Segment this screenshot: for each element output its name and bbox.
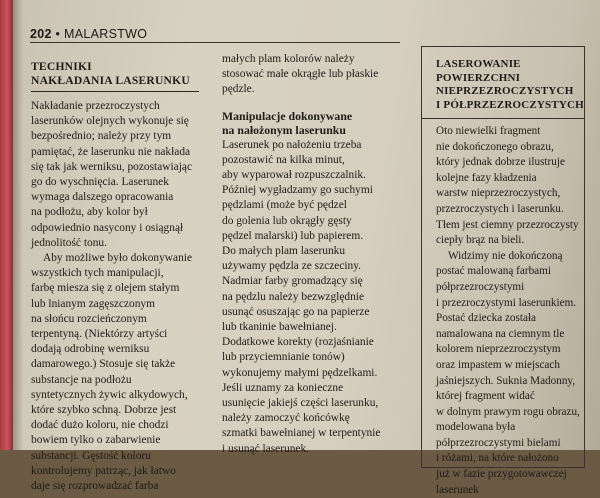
text-line: w dolnym prawym rogu obrazu, [436,405,580,418]
text-line: na podłożu, aby kolor był [31,206,148,219]
subheading-line: na nałożonym laserunku [222,123,346,138]
text-line: aby wyparował rozpuszczalnik. [222,169,366,182]
page-number: 202 [30,27,52,41]
text-line: się tak jak werniksu, pozostawiając [31,160,192,173]
text-line: Widzimy nie dokończoną [448,249,563,262]
text-line: dodać dużo koloru, nie chodzi [31,419,169,432]
text-line: Aby możliwe było dokonywanie [43,252,193,265]
text-line: kolejne fazy kładzenia [436,171,537,184]
text-line: wszystkich tych manipulacji, [31,267,164,280]
text-line: Laserunek po nałożeniu trzeba [222,138,362,151]
column-1 [31,60,209,494]
text-line: usunąć osuszając go na papierze [222,305,370,318]
text-line: małych plam kolorów należy [222,53,355,65]
sidebar-heading [436,58,584,112]
text-line: pędzle. [222,83,255,96]
text-line: warstw nieprzezroczystych, [436,187,561,200]
column-1-heading [31,60,209,88]
text-line: Tłem jest ciemny przezroczysty [436,218,579,231]
sidebar-heading-line: LASEROWANIE [436,58,521,70]
text-line: bezpośrednio; należy przy tym [31,130,172,143]
text-line: substancje na podłożu [31,373,132,386]
text-line: lub tkaninie bawełnianej. [222,321,337,334]
section-title: MALARSTWO [64,27,148,41]
text-line: terpentyną. (Niektórzy artyści [31,328,168,341]
text-line: przezroczystych i laserunku. [436,202,564,215]
text-line: substancji. Gęstość koloru [31,449,151,462]
text-line: laserunek [436,483,479,496]
text-line: stosować małe okrągłe lub płaskie [222,68,379,81]
column-2-intro [222,52,402,98]
text-line: Jeśli uznamy za konieczne [222,381,344,394]
text-line: pędzel malarski) lub papierem. [222,229,364,242]
text-line: syntetycznych żywic alkydowych, [31,388,188,401]
sidebar-heading-line: NIEPRZEZROCZYSTYCH [436,85,574,98]
text-line: używamy pędzla ze szczeciny. [222,260,362,273]
text-line: ciepły brąz na bieli. [436,234,525,247]
text-line: dodają odrobinę werniksu [31,343,150,356]
text-line: postać malowaną farbami [436,265,551,278]
text-line: szmatki bawełnianej w terpentynie [222,427,381,440]
text-line: Nakładanie przezroczystych [31,100,160,112]
header-rule [30,42,400,43]
text-line: której fragment widać [436,390,535,403]
text-line: i usunąć laserunek. [222,442,309,455]
heading-line: NAKŁADANIA LASERUNKU [31,74,190,87]
header-bullet: • [55,27,61,41]
gutter-shadow [13,0,23,450]
text-line: półprzezroczystymi [436,280,525,293]
subheading-line: Manipulacje dokonywane [222,108,353,123]
text-line: wymaga dalszego opracowania [31,191,174,204]
text-line: odpowiednio nasycony i osiągnął [31,221,184,234]
text-line: Dodatkowe korekty (rozjaśnianie [222,336,374,349]
text-line: i różami, na które nałożono [436,452,559,465]
text-line: na pędzlu należy bezwzględnie [222,290,364,303]
text-line: już w fazie przygotowawczej [436,468,567,481]
text-line: kontrolujemy patrząc, jak łatwo [31,464,176,477]
text-line: jaśniejszych. Suknia Madonny, [436,374,576,387]
text-line: Postać dziecka została [436,312,537,325]
text-line: który jednak dobrze ilustruje [436,156,565,169]
sidebar-body [436,124,580,498]
text-line: Do małych plam laserunku [222,245,346,258]
text-line: nie dokończonego obrazu, [436,140,554,153]
text-line: lub przyciemnianie tonów) [222,351,345,364]
column-2-body [222,138,402,457]
sidebar-heading-rule [421,118,584,119]
text-line: usunięcie jakiejś części laserunku, [222,397,379,410]
text-line: Później wygładzamy go suchymi [222,184,373,197]
text-line: do golenia lub okrągły gęsty [222,214,352,227]
text-line: modelowana była [436,421,516,434]
text-line: kolorem nieprzezroczystym [436,343,561,356]
text-line: Nadmiar farby gromadzący się [222,275,363,288]
text-line: jednolitość tonu. [31,236,107,249]
column-2 [222,52,402,457]
text-line: na słońcu rozcieńczonym [31,312,147,325]
sidebar-heading-line: POWIERZCHNI [436,71,521,84]
text-line: go do wyschnięcia. Laserunek [31,176,169,189]
heading-underline [31,91,199,92]
text-line: damarowego.) Stosuje się także [31,358,176,371]
text-line: Oto niewielki fragment [436,125,541,137]
text-line: wykonujemy małymi pędzelkami. [222,366,378,379]
text-line: lub lnianym zagęszczonym [31,297,155,310]
text-line: półprzezroczystymi bielami [436,436,561,449]
running-header [30,27,147,41]
text-line: należy zamoczyć końcówkę [222,412,350,425]
text-line: i przezroczystymi laserunkiem. [436,296,577,309]
text-line: które szybko schną. Dobrze jest [31,404,177,417]
column-1-body [31,99,209,494]
text-line: laserunków olejnych wykonuje się [31,115,189,128]
sidebar-heading-line: I PÓŁPRZEZROCZYSTYCH [436,98,584,111]
text-line: pędzlami (może być pędzel [222,199,347,212]
text-line: bowiem tylko o zabarwienie [31,434,161,447]
text-line: oraz impastem w miejscach [436,358,560,371]
red-book-spine [0,0,13,450]
text-line: farbę miesza się z olejem stałym [31,282,180,295]
text-line: namalowana na ciemnym tle [436,327,565,340]
text-line: pozostawić na kilka minut, [222,153,345,166]
column-2-subheading [222,109,402,138]
heading-line: TECHNIKI [31,60,92,73]
text-line: pamiętać, że laserunku nie nakłada [31,145,191,158]
text-line: daje się rozprowadzać farba [31,480,159,493]
